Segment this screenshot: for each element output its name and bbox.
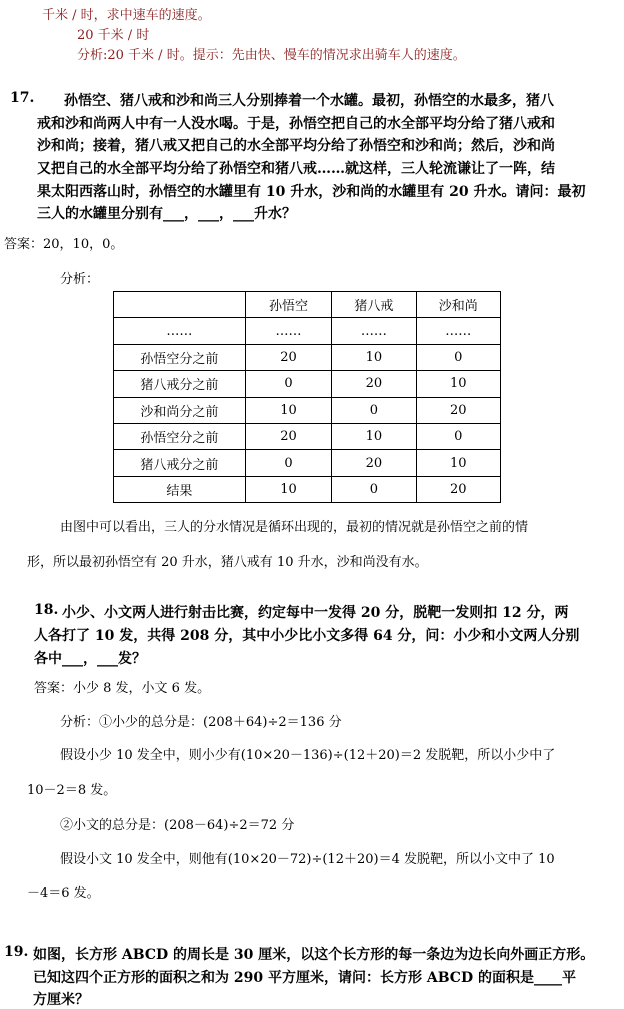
q17-answer: 答案：20，10，0。 [4,237,124,252]
table-cell: 结果 [114,476,246,502]
table-cell: …… [416,318,500,344]
table-cell: 10 [416,450,500,476]
table-header-row [114,292,501,318]
table-cell: 猪八戒分之前 [114,371,246,397]
table-header-cell: 沙和尚 [416,292,500,318]
prev-answer: 20 千米 / 时 [77,28,150,43]
q19-line-3: 方厘米？ [33,992,89,1008]
table-header-cell [114,292,246,318]
q17-conclusion-2: 形，所以最初孙悟空有 20 升水，猪八戒有 10 升水，沙和尚没有水。 [27,555,428,570]
q17-conclusion-1: 由图中可以看出，三人的分水情况是循环出现的，最初的情况就是孙悟空之前的情 [60,520,529,535]
q17-line-2: 戒和沙和尚两人中有一人没水喝。于是，孙悟空把自己的水全部平均分给了猪八戒和 [37,116,555,132]
table-cell: 0 [332,476,416,502]
table-cell: …… [114,318,246,344]
table-cell: 0 [416,344,500,370]
q17-line-5: 果太阳西落山时，孙悟空的水罐里有 10 升水，沙和尚的水罐里有 20 升水。请问：最初 [37,184,586,200]
table-cell: 10 [332,344,416,370]
prev-question-tail: 千米 / 时，求中速车的速度。 [42,8,211,23]
table-row [114,344,501,370]
table-header-cell: 猪八戒 [332,292,416,318]
table-cell: 10 [245,397,331,423]
q18-analysis-2: 假设小少 10 发全中，则小少有(10×20－136)÷(12＋20)＝2 发脱靶，所以小少中了 [60,748,556,763]
q18-analysis-6: －4＝6 发。 [27,886,100,901]
q18-analysis-1: 分析：①小少的总分是：(208＋64)÷2＝136 分 [60,715,342,730]
water-distribution-table [113,291,501,503]
table-cell: 10 [332,423,416,449]
table-cell: 20 [416,397,500,423]
q18-line-2: 人各打了 10 发，共得 208 分，其中小少比小文多得 64 分，问：小少和小文两人分别 [34,628,580,644]
table-row [114,318,501,344]
table-row [114,450,501,476]
table-row [114,476,501,502]
table-row [114,371,501,397]
q18-analysis-4: ②小文的总分是：(208－64)÷2＝72 分 [60,818,295,833]
table-cell: 20 [245,423,331,449]
table-cell: …… [332,318,416,344]
q17-analysis-label: 分析： [60,272,100,287]
table-cell: 孙悟空分之前 [114,344,246,370]
prev-analysis: 分析:20 千米 / 时。提示：先由快、慢车的情况求出骑车人的速度。 [77,48,466,63]
q18-analysis-3: 10－2＝8 发。 [27,783,117,798]
q19-line-1: 如图，长方形 ABCD 的周长是 30 厘米，以这个长方形的每一条边为边长向外画正方形。 [33,947,595,963]
q18-number: 18. [34,602,59,618]
q18-line-1: 小少、小文两人进行射击比赛，约定每中一发得 20 分，脱靶一发则扣 12 分，两 [62,605,569,621]
table-cell: 0 [332,397,416,423]
q17-number: 17. [10,90,35,106]
table-cell: 20 [416,476,500,502]
table-row [114,423,501,449]
q17-line-1: 孙悟空、猪八戒和沙和尚三人分别捧着一个水罐。最初，孙悟空的水最多，猪八 [64,93,554,109]
q18-analysis-5: 假设小文 10 发全中，则他有(10×20－72)÷(12＋20)＝4 发脱靶，所以小文中了 10 [60,852,555,867]
table-cell: …… [245,318,331,344]
q19-line-2: 已知这四个正方形的面积之和为 290 平方厘米，请问：长方形 ABCD 的面积是____平 [33,970,576,986]
table-cell: 10 [245,476,331,502]
table-cell: 10 [416,371,500,397]
q18-answer: 答案：小少 8 发，小文 6 发。 [34,681,211,696]
q18-line-3: 各中___，___发？ [34,651,146,667]
table-cell: 0 [245,450,331,476]
table-cell: 20 [332,450,416,476]
table-cell: 20 [245,344,331,370]
q17-line-4: 又把自己的水全部平均分给了孙悟空和猪八戒……就这样，三人轮流谦让了一阵，结 [37,161,555,177]
q17-line-6: 三人的水罐里分别有___，___，___升水？ [37,206,296,222]
table-cell: 0 [245,371,331,397]
q17-line-3: 沙和尚；接着，猪八戒又把自己的水全部平均分给了孙悟空和沙和尚；然后，沙和尚 [37,138,555,154]
table-cell: 20 [332,371,416,397]
table-cell: 孙悟空分之前 [114,423,246,449]
table-row [114,397,501,423]
table-cell: 0 [416,423,500,449]
table-header-cell: 孙悟空 [245,292,331,318]
table-cell: 猪八戒分之前 [114,450,246,476]
table-cell: 沙和尚分之前 [114,397,246,423]
q19-number: 19. [4,944,29,960]
